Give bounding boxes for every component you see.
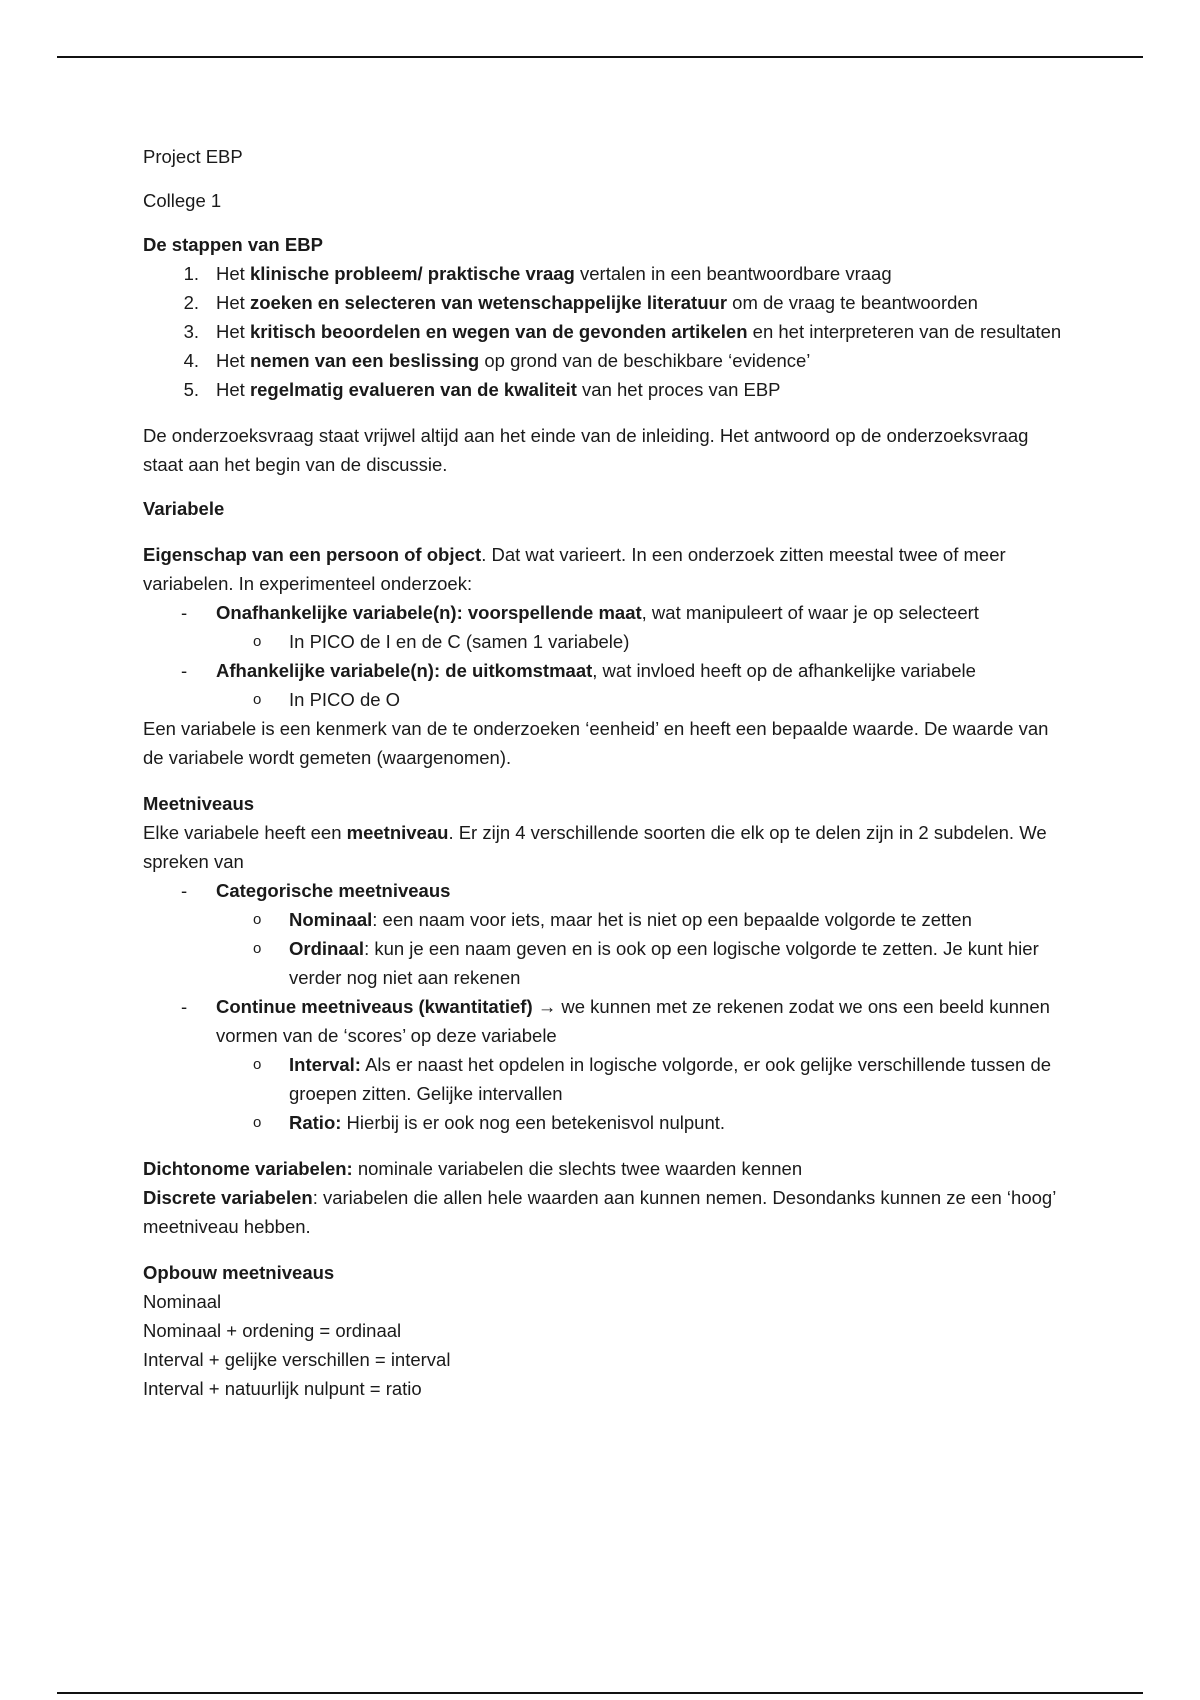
circle-bullet: o	[253, 1114, 262, 1131]
meetniveaus-heading: Meetniveaus	[143, 793, 255, 814]
step-number: 3.	[183, 321, 199, 342]
step-bold-text: nemen van een beslissing	[249, 350, 480, 371]
meetniveau-subitem	[143, 905, 1063, 934]
document-title: Project EBP	[143, 146, 243, 167]
footer-rule	[57, 1692, 1143, 1694]
variabele-subitem-text: In PICO de I en de C (samen 1 variabele)	[289, 631, 630, 652]
variabele-heading: Variabele	[143, 498, 225, 519]
meetniveau-sublist	[216, 905, 1063, 992]
document-body	[143, 142, 1063, 1403]
dichotoom-text: nominale variabelen die slechts twee waarden kennen	[352, 1158, 803, 1179]
circle-bullet: o	[253, 633, 262, 650]
variabele-item-bold: Afhankelijke variabele(n): de uitkomstmaat	[216, 660, 593, 681]
meetniveau-subitem-bold: Ratio:	[289, 1112, 342, 1133]
circle-bullet: o	[253, 940, 262, 957]
opbouw-line: Interval + gelijke verschillen = interval	[143, 1349, 451, 1370]
variabele-subitem-text: In PICO de O	[289, 689, 401, 710]
step-bold-text: regelmatig evalueren van de kwaliteit	[249, 379, 577, 400]
variabele-subitem	[143, 685, 1063, 714]
meetniveau-subitem-bold: Nominaal	[289, 909, 373, 930]
variabele-definition-text: . Dat wat varieert. In een onderzoek zitten meestal twee of meer variabelen. In experimenteel onderzoek:	[143, 544, 1006, 594]
variabele-list	[143, 598, 1063, 714]
dash-bullet: -	[181, 602, 188, 623]
step-item	[143, 346, 1063, 375]
steps-heading: De stappen van EBP	[143, 234, 323, 255]
step-item	[143, 375, 1063, 404]
meetniveau-group-title: Categorische meetniveaus	[216, 880, 451, 901]
step-item	[143, 317, 1063, 346]
step-item	[143, 259, 1063, 288]
opbouw-heading: Opbouw meetniveaus	[143, 1262, 335, 1283]
meetniveau-sublist	[216, 1050, 1063, 1137]
discreet-text: : variabelen die allen hele waarden aan kunnen nemen. Desondanks kunnen ze een ‘hoog’ meetniveau hebben.	[143, 1187, 1056, 1237]
meetniveaus-intro-text: Elke variabele heeft een	[143, 822, 347, 843]
meetniveaus-intro-bold: meetniveau	[346, 822, 449, 843]
step-text: Het	[216, 321, 250, 342]
variabele-subitem	[143, 627, 1063, 656]
meetniveau-subitem	[143, 934, 1063, 992]
dash-bullet: -	[181, 996, 188, 1017]
step-text: van het proces van EBP	[576, 379, 781, 400]
circle-bullet: o	[253, 691, 262, 708]
step-bold-text: zoeken en selecteren van wetenschappelijke literatuur	[249, 292, 728, 313]
step-text: om de vraag te beantwoorden	[727, 292, 978, 313]
dash-bullet: -	[181, 660, 188, 681]
meetniveau-subitem-text: Hierbij is er ook nog een betekenisvol nulpunt.	[341, 1112, 726, 1133]
step-text: Het	[216, 263, 250, 284]
meetniveau-group-title: Continue meetniveaus (kwantitatief)	[216, 996, 533, 1017]
step-number: 2.	[183, 292, 199, 313]
discreet-paragraph	[143, 1183, 1063, 1241]
meetniveau-group-text: we kunnen met ze rekenen zodat we ons een beeld kunnen vormen van de ‘scores’ op deze variabele	[216, 996, 1050, 1046]
circle-bullet: o	[253, 911, 262, 928]
dash-bullet: -	[181, 880, 188, 901]
dichotoom-paragraph	[143, 1154, 1063, 1183]
document-subtitle: College 1	[143, 190, 222, 211]
step-text: Het	[216, 350, 250, 371]
meetniveaus-intro	[143, 818, 1063, 876]
research-question-paragraph: De onderzoeksvraag staat vrijwel altijd aan het einde van de inleiding. Het antwoord op de onderzoeksvraag staat aan het begin van de discussie.	[143, 425, 1029, 475]
discreet-bold: Discrete variabelen	[143, 1187, 313, 1208]
variabele-definition-bold: Eigenschap van een persoon of object	[143, 544, 482, 565]
variabele-item	[143, 598, 1063, 656]
meetniveaus-intro-text: . Er zijn 4 verschillende soorten die elk op te delen zijn in 2 subdelen. We spreken van	[143, 822, 1047, 872]
meetniveau-subitem-text: : een naam voor iets, maar het is niet op een bepaalde volgorde te zetten	[372, 909, 972, 930]
step-bold-text: kritisch beoordelen en wegen van de gevonden artikelen	[249, 321, 748, 342]
step-text: op grond van de beschikbare ‘evidence’	[479, 350, 811, 371]
opbouw-line: Interval + natuurlijk nulpunt = ratio	[143, 1378, 422, 1399]
step-number: 1.	[183, 263, 199, 284]
meetniveaus-list	[143, 876, 1063, 1137]
variabele-item-bold: Onafhankelijke variabele(n): voorspellende maat	[216, 602, 642, 623]
variabele-item-text: , wat manipuleert of waar je op selecteert	[641, 602, 979, 623]
dichotoom-bold: Dichtonome variabelen:	[143, 1158, 353, 1179]
opbouw-line: Nominaal + ordening = ordinaal	[143, 1320, 402, 1341]
meetniveau-subitem-bold: Interval:	[289, 1054, 361, 1075]
steps-list	[143, 259, 1063, 404]
meetniveau-subitem-text: Als er naast het opdelen in logische volgorde, er ook gelijke verschillende tussen de groepen zitten. Gelijke intervallen	[289, 1054, 1052, 1104]
variabele-kenmerk-paragraph: Een variabele is een kenmerk van de te onderzoeken ‘eenheid’ en heeft een bepaalde waarde. De waarde van de variabele wordt gemeten (waargenomen).	[143, 718, 1049, 768]
variabele-sublist	[216, 627, 1063, 656]
header-rule	[57, 56, 1143, 58]
arrow-right-icon: →	[532, 996, 562, 1017]
meetniveau-subitem-text: : kun je een naam geven en is ook op een logische volgorde te zetten. Je kunt hier verder nog niet aan rekenen	[289, 938, 1039, 988]
step-bold-text: klinische probleem/ praktische vraag	[249, 263, 575, 284]
variabele-item-text: , wat invloed heeft op de afhankelijke variabele	[592, 660, 976, 681]
variabele-item	[143, 656, 1063, 714]
meetniveau-subitem	[143, 1108, 1063, 1137]
meetniveau-group	[143, 992, 1063, 1137]
circle-bullet: o	[253, 1056, 262, 1073]
variabele-sublist	[216, 685, 1063, 714]
step-text: Het	[216, 292, 250, 313]
opbouw-line: Nominaal	[143, 1291, 222, 1312]
variabele-definition	[143, 540, 1063, 598]
step-number: 4.	[183, 350, 199, 371]
step-number: 5.	[183, 379, 199, 400]
meetniveau-subitem-bold: Ordinaal	[289, 938, 365, 959]
step-text: Het	[216, 379, 250, 400]
meetniveau-subitem	[143, 1050, 1063, 1108]
step-text: en het interpreteren van de resultaten	[747, 321, 1062, 342]
step-item	[143, 288, 1063, 317]
step-text: vertalen in een beantwoordbare vraag	[574, 263, 892, 284]
meetniveau-group	[143, 876, 1063, 992]
